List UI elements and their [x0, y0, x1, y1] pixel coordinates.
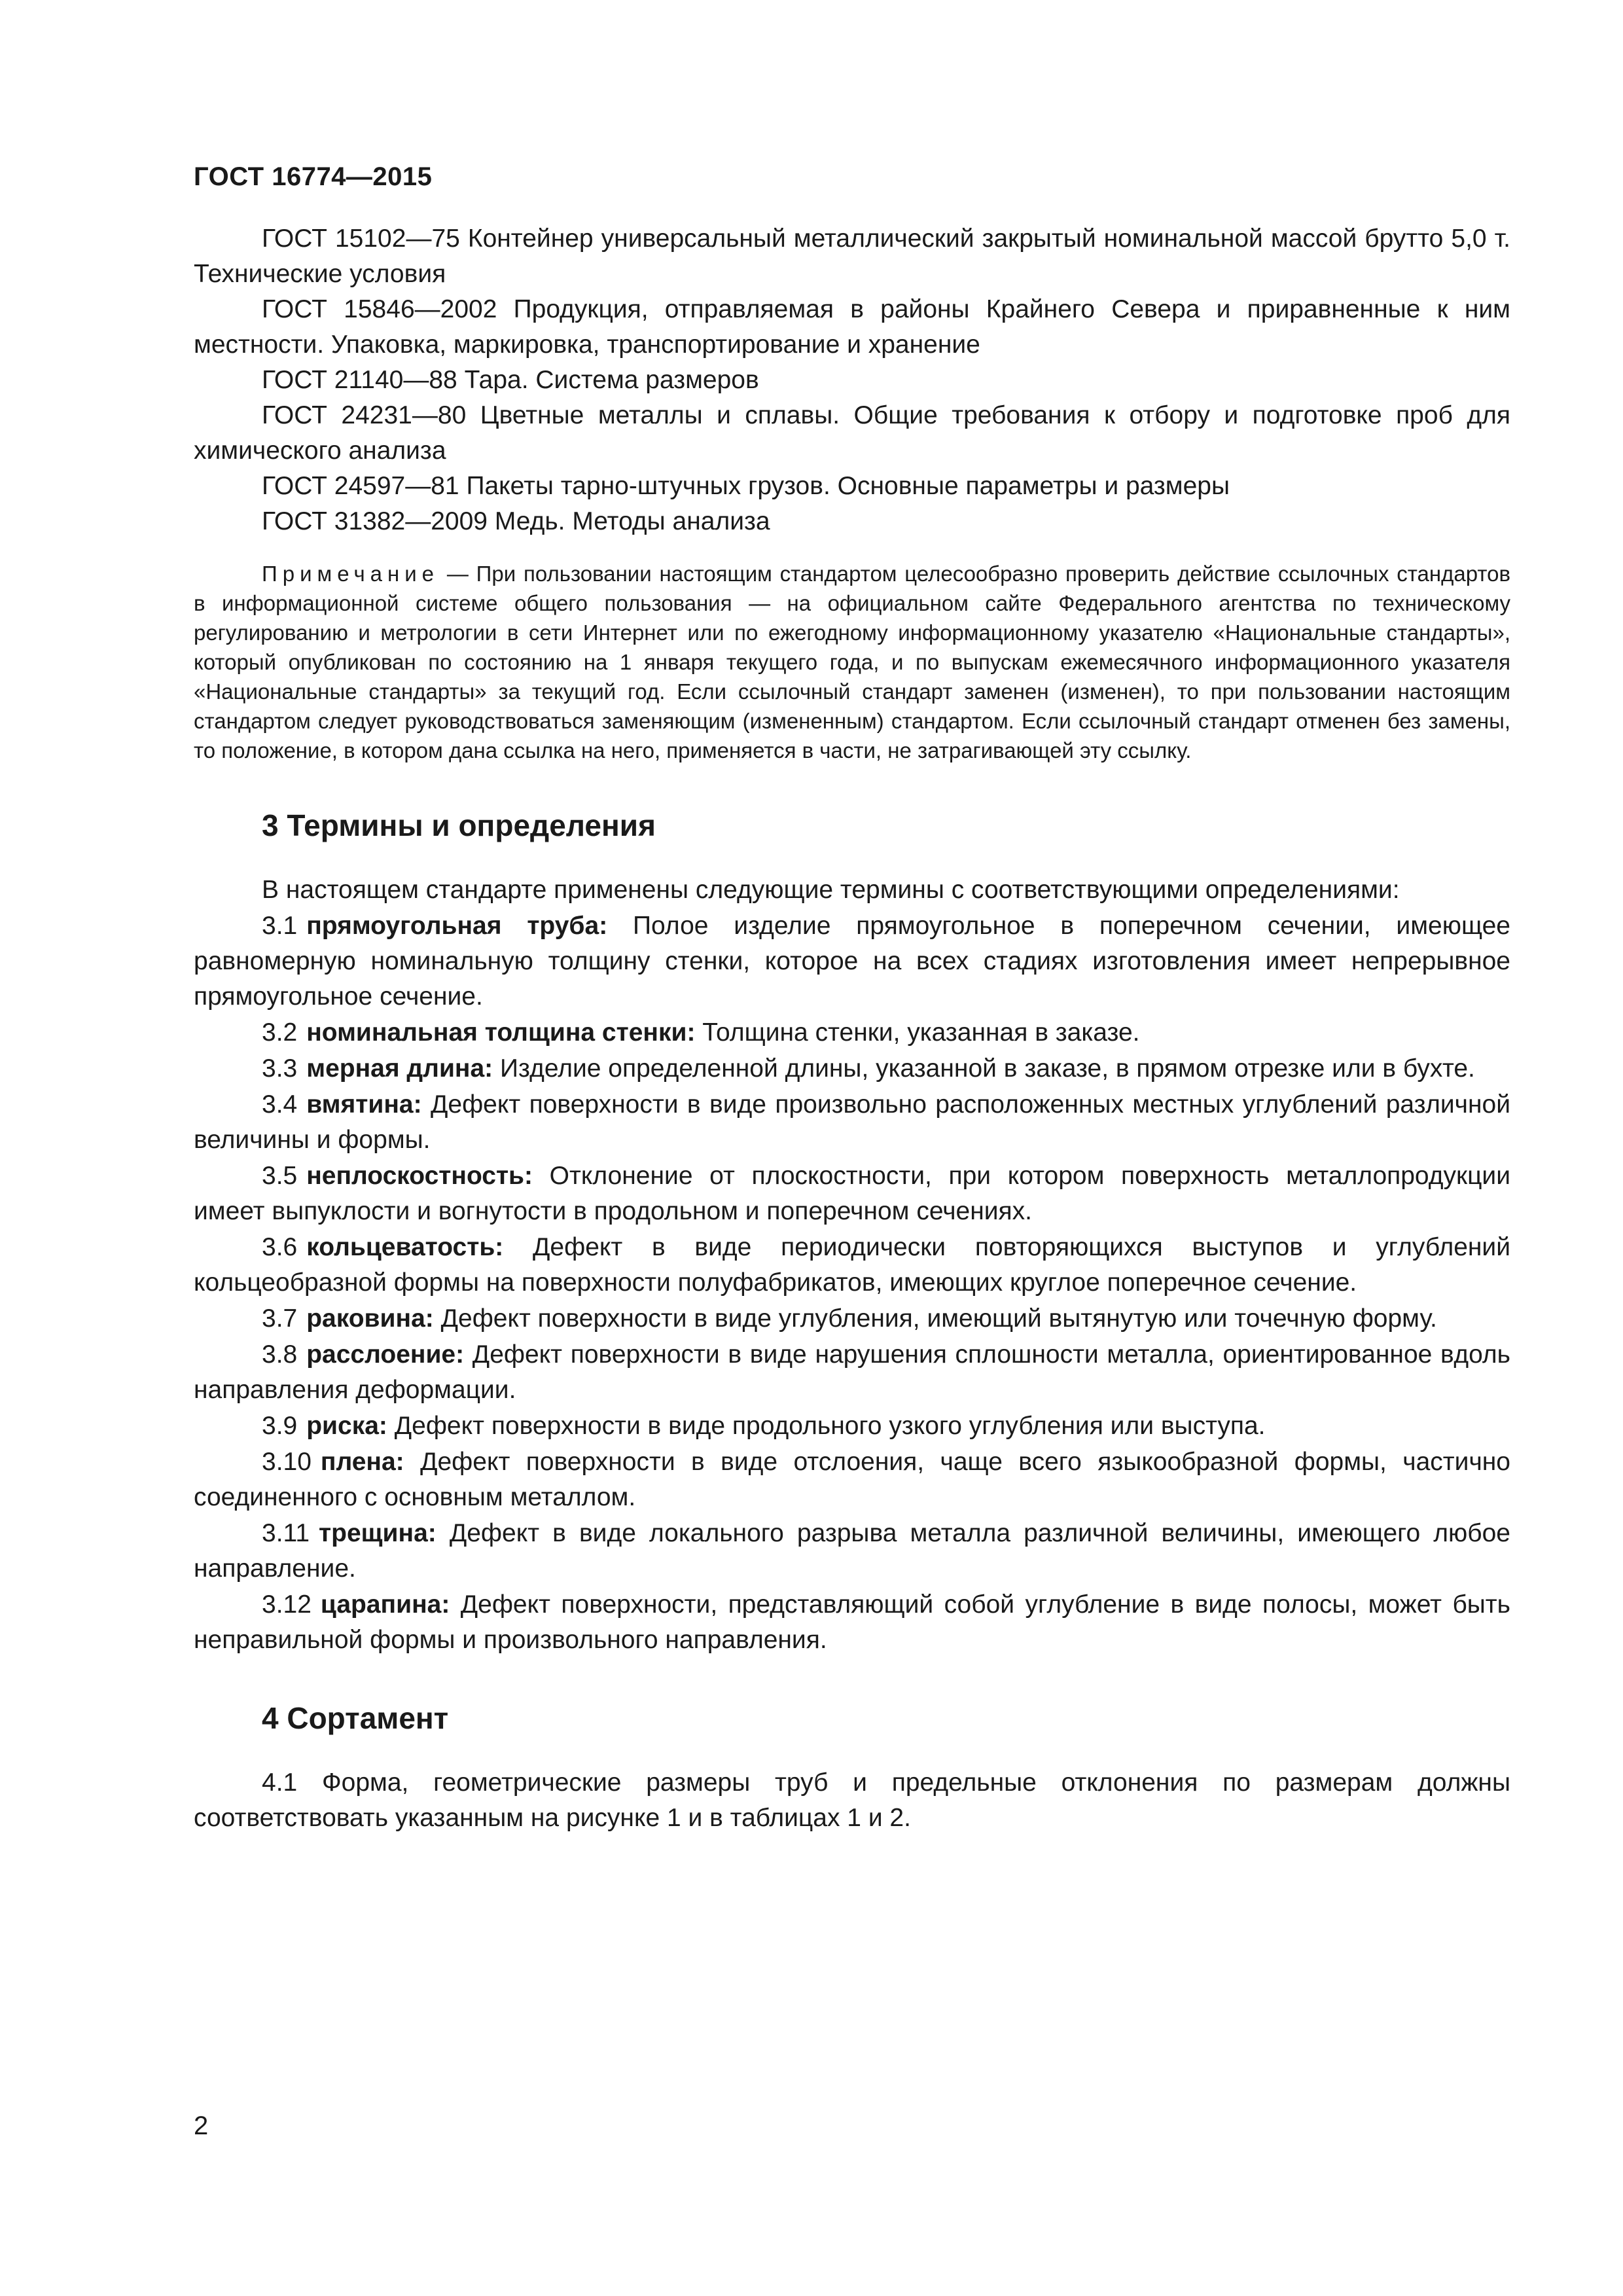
term-text: Дефект поверхности в виде отслоения, чаще всего языкообразной формы, частично соединенного с основным металлом. — [194, 1448, 1510, 1511]
term-number: 3.2 — [262, 1018, 298, 1047]
reference-item: ГОСТ 21140—88 Тара. Система размеров — [262, 366, 759, 394]
section-4-paragraph: 4.1 Форма, геометрические размеры труб и предельные отклонения по размерам должны соответствовать указанным на рисунке 1 и в таблицах 1 и 2. — [194, 1768, 1510, 1832]
section-3-intro: В настоящем стандарте применены следующие термины с соответствующими определениями: — [262, 876, 1400, 904]
term-number: 3.4 — [262, 1090, 298, 1119]
section-4-title: 4 Сортамент — [262, 1701, 449, 1735]
page-number: 2 — [194, 2111, 209, 2140]
term-name: расслоение: — [306, 1340, 465, 1369]
page-content — [194, 221, 1510, 1837]
term-name: трещина: — [319, 1519, 437, 1547]
term-name: неплоскостность: — [306, 1162, 533, 1190]
term-number: 3.5 — [262, 1162, 298, 1190]
term-number: 3.8 — [262, 1340, 298, 1369]
reference-item: ГОСТ 24231—80 Цветные металлы и сплавы. Общие требования к отбору и подготовке проб для химического анализа — [194, 401, 1510, 465]
term-text: Дефект поверхности в виде произвольно расположенных местных углублений различной величины и формы. — [194, 1090, 1510, 1154]
term-text: Дефект поверхности, представляющий собой углубление в виде полосы, может быть неправильной формы и произвольного направления. — [194, 1590, 1510, 1654]
term-number: 3.9 — [262, 1412, 298, 1440]
term-number: 3.1 — [262, 912, 298, 940]
term-definition — [194, 1087, 1510, 1158]
term-name: вмятина: — [306, 1090, 422, 1119]
term-text: Дефект поверхности в виде углубления, имеющий вытянутую или точечную форму. — [433, 1304, 1437, 1333]
term-name: плена: — [320, 1448, 404, 1476]
term-definition — [194, 1408, 1510, 1444]
term-definition — [194, 1158, 1510, 1229]
term-name: царапина: — [320, 1590, 450, 1619]
term-name: раковина: — [306, 1304, 434, 1333]
term-name: кольцеватость: — [306, 1233, 504, 1261]
reference-item: ГОСТ 15102—75 Контейнер универсальный металлический закрытый номинальной массой брутто 5,0 т. Технические условия — [194, 224, 1510, 288]
term-definition — [194, 1337, 1510, 1408]
term-text: Дефект поверхности в виде нарушения сплошности металла, ориентированное вдоль направления деформации. — [194, 1340, 1510, 1404]
term-number: 3.6 — [262, 1233, 298, 1261]
term-number: 3.3 — [262, 1054, 298, 1083]
term-number: 3.10 — [262, 1448, 312, 1476]
note-text: — При пользовании настоящим стандартом целесообразно проверить действие ссылочных стандартов в информационной системе общего пользования — на официальном сайте Федерального агентства по техническому регулированию и метрологии в сети Интернет или по ежегодному информационному указателю «Национальные стандарты», который опубликован по состоянию на 1 января текущего года, и по выпускам ежемесячного информационного указателя «Национальные стандарты» за текущий год. Если ссылочный стандарт заменен (изменен), то при пользовании настоящим стандартом следует руководствоваться заменяющим (измененным) стандартом. Если ссылочный стандарт отменен без замены, то положение, в котором дана ссылка на него, применяется в части, не затрагивающей эту ссылку. — [194, 562, 1510, 762]
term-text: Толщина стенки, указанная в заказе. — [695, 1018, 1140, 1047]
reference-item: ГОСТ 31382—2009 Медь. Методы анализа — [262, 507, 770, 535]
term-definition — [194, 1516, 1510, 1587]
section-3-title: 3 Термины и определения — [262, 808, 656, 842]
note-label: Примечание — [262, 562, 440, 586]
term-definition — [194, 1015, 1510, 1050]
term-text: Изделие определенной длины, указанной в заказе, в прямом отрезке или в бухте. — [493, 1054, 1475, 1083]
term-definition — [194, 908, 1510, 1014]
term-text: Полое изделие прямоугольное в поперечном сечении, имеющее равномерную номинальную толщину стенки, которое на всех стадиях изготовления имеет непрерывное прямоугольное сечение. — [194, 912, 1511, 1011]
term-definition — [194, 1051, 1510, 1086]
reference-item: ГОСТ 15846—2002 Продукция, отправляемая в районы Крайнего Севера и приравненные к ним местности. Упаковка, маркировка, транспортирование и хранение — [194, 295, 1510, 359]
terms-list — [194, 908, 1510, 1658]
term-definition — [194, 1587, 1510, 1658]
reference-item: ГОСТ 24597—81 Пакеты тарно-штучных грузов. Основные параметры и размеры — [262, 472, 1230, 500]
term-text: Дефект в виде периодически повторяющихся выступов и углублений кольцеобразной формы на поверхности полуфабрикатов, имеющих круглое поперечное сечение. — [194, 1233, 1510, 1297]
term-number: 3.7 — [262, 1304, 298, 1333]
term-definition — [194, 1301, 1510, 1336]
normative-references-list — [194, 221, 1510, 539]
term-name: номинальная толщина стенки: — [306, 1018, 696, 1047]
term-name: риска: — [306, 1412, 387, 1440]
term-definition — [194, 1230, 1510, 1300]
term-name: мерная длина: — [306, 1054, 493, 1083]
term-number: 3.11 — [262, 1519, 310, 1547]
term-text: Отклонение от плоскостности, при котором поверхность металлопродукции имеет выпуклости и вогнутости в продольном и поперечном сечениях. — [194, 1162, 1510, 1225]
document-header: ГОСТ 16774—2015 — [194, 162, 433, 191]
term-number: 3.12 — [262, 1590, 312, 1619]
term-text: Дефект поверхности в виде продольного узкого углубления или выступа. — [387, 1412, 1266, 1440]
note-block — [194, 559, 1510, 765]
term-text: Дефект в виде локального разрыва металла различной величины, имеющего любое направление. — [194, 1519, 1510, 1583]
term-name: прямоугольная труба: — [306, 912, 608, 940]
term-definition — [194, 1444, 1510, 1515]
